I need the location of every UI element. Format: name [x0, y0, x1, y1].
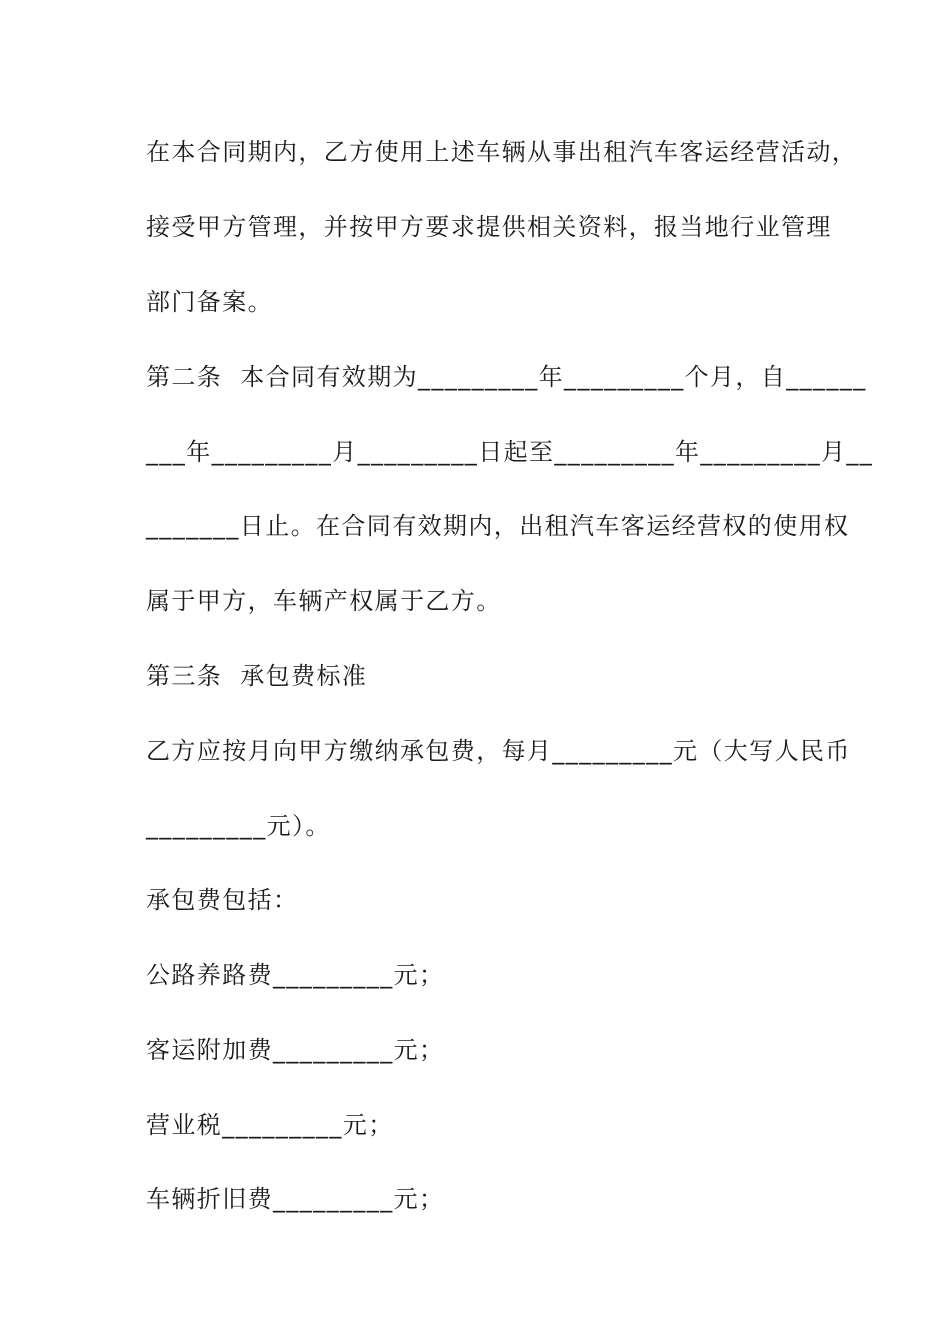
clause-two-line: 第二条 本合同有效期为_________年_________个月，自______: [146, 363, 867, 391]
fee-item: 公路养路费_________元；: [146, 961, 445, 989]
text-line: _________元）。: [146, 812, 331, 840]
text-line: _______日止。在合同有效期内，出租汽车客运经营权的使用权: [146, 512, 850, 540]
text-line: 乙方应按月向甲方缴纳承包费，每月_________元（大写人民币: [146, 737, 851, 765]
clause-three-heading: 第三条 承包费标准: [146, 662, 368, 690]
text-line: 在本合同期内，乙方使用上述车辆从事出租汽车客运经营活动，: [146, 138, 858, 166]
fee-item: 客运附加费_________元；: [146, 1036, 445, 1064]
fee-item: 营业税_________元；: [146, 1111, 394, 1139]
fee-item: 车辆折旧费_________元；: [146, 1185, 445, 1213]
text-line: 部门备案。: [146, 288, 273, 316]
text-line: ___年_________月_________日起至_________年_________月__: [146, 438, 874, 466]
fee-list-heading: 承包费包括：: [146, 886, 299, 914]
text-line: 属于甲方，车辆产权属于乙方。: [146, 587, 502, 615]
text-line: 接受甲方管理，并按甲方要求提供相关资料，报当地行业管理: [146, 213, 832, 241]
